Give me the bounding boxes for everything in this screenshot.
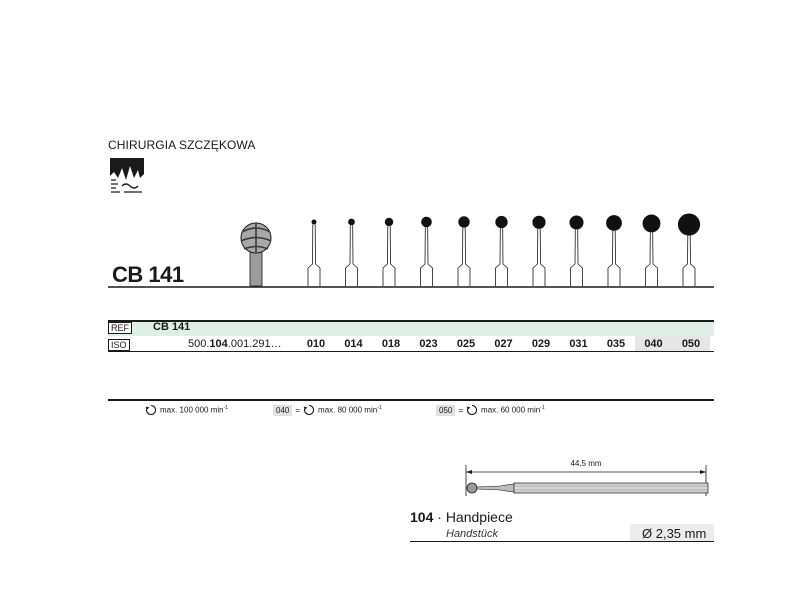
iso-size-029: 029 xyxy=(531,338,551,350)
product-code: CB 141 xyxy=(112,262,184,287)
speed-eq: = xyxy=(295,405,301,415)
handpiece-title: 104 · Handpiece xyxy=(410,509,513,525)
iso-label: ISO xyxy=(108,339,130,351)
ref-label: REF xyxy=(108,322,132,334)
speed-size-box: 040 xyxy=(273,405,292,416)
iso-size-035: 035 xyxy=(606,338,626,350)
category-title: CHIRURGIA SZCZĘKOWA xyxy=(108,138,256,152)
ref-value: CB 141 xyxy=(153,321,191,333)
shank-diameter: Ø 2,35 mm xyxy=(642,526,707,541)
divider xyxy=(410,541,714,542)
iso-size-025: 025 xyxy=(456,338,476,350)
speed-eq: = xyxy=(458,405,464,415)
iso-size-014: 014 xyxy=(344,338,363,350)
speed-value: max. 80 000 $\min^{-1}$ xyxy=(318,405,382,415)
iso-prefix: 500.104.001.291… xyxy=(188,338,282,350)
speed-size-box: 050 xyxy=(436,405,455,416)
iso-size-010: 010 xyxy=(306,338,326,350)
speed-value: max. 60 000 $\min^{-1}$ xyxy=(481,405,545,415)
speed-value: max. 100 000 $\min^{-1}$ xyxy=(160,405,229,415)
iso-size-027: 027 xyxy=(494,338,513,350)
iso-size-031: 031 xyxy=(569,338,588,350)
iso-size-018: 018 xyxy=(381,338,401,350)
handpiece-subtitle: Handstück xyxy=(446,528,498,540)
iso-size-050: 050 xyxy=(672,336,710,351)
length-label: 44,5 mm xyxy=(570,459,602,468)
iso-size-040: 040 xyxy=(635,336,673,351)
iso-size-023: 023 xyxy=(419,338,438,350)
